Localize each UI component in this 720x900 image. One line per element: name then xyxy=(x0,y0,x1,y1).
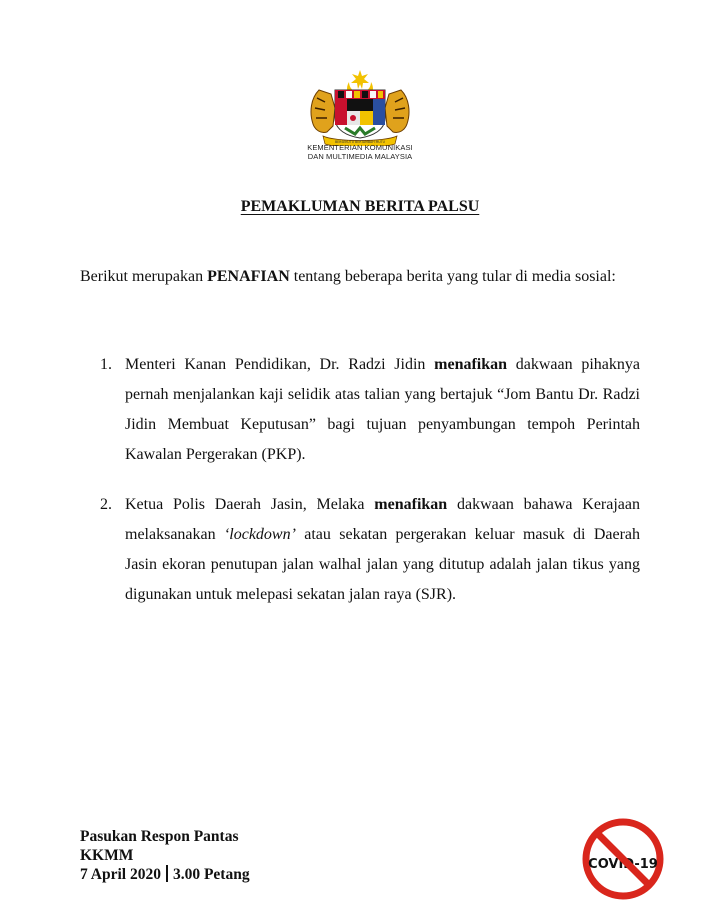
ministry-name-line2: DAN MULTIMEDIA MALAYSIA xyxy=(307,152,413,161)
ministry-name xyxy=(290,143,430,161)
date-time xyxy=(80,865,250,884)
denial-list xyxy=(80,350,640,610)
separator xyxy=(166,865,168,882)
no-covid-icon xyxy=(582,818,664,900)
item-text: Menteri Kanan Pendidikan, Dr. Radzi Jidin xyxy=(125,356,435,373)
ministry-name-line1: KEMENTERIAN KOMUNIKASI xyxy=(307,143,413,152)
list-item xyxy=(80,490,640,610)
signature-block xyxy=(80,827,250,884)
intro-text-1: Berikut merupakan xyxy=(80,268,208,285)
time: 3.00 Petang xyxy=(172,866,250,883)
item-text: atau sekatan pergerakan keluar masuk di Daerah Jasin ekoran penutupan jalan walhal jalan yang ditutup adalah jalan tikus yang digunakan untuk melepasi sekatan jalan raya (SJR). xyxy=(125,526,641,603)
coat-of-arms-logo xyxy=(305,68,415,146)
item-text: Ketua Polis Daerah Jasin, Melaka xyxy=(125,496,375,513)
list-item-number: 1. xyxy=(100,356,112,373)
intro-bold: PENAFIAN xyxy=(207,268,290,285)
item-bold: menafikan xyxy=(434,356,508,373)
item-text: dakwaan bahawa Kerajaan melaksanakan xyxy=(125,496,640,543)
list-item-number: 2. xyxy=(100,496,112,513)
item-bold: menafikan xyxy=(374,496,448,513)
document-title xyxy=(0,198,720,216)
item-text: dakwaan pihaknya pernah menjalankan kaji selidik atas talian yang bertajuk “Jom Bantu Dr. Radzi Jidin Membuat Keputusan” bagi tujuan penyambungan tempoh Perintah Kawalan Pergerakan (PKP). xyxy=(125,356,640,463)
list-item xyxy=(80,350,640,470)
svg-text:BERSEKUTU BERTAMBAH MUTU: BERSEKUTU BERTAMBAH MUTU xyxy=(334,140,386,144)
intro-paragraph xyxy=(80,262,640,292)
intro-text-2: tentang beberapa berita yang tular di media sosial: xyxy=(289,268,616,285)
item-italic: ‘lockdown’ xyxy=(223,526,296,543)
date: 7 April 2020 xyxy=(80,866,161,883)
badge-text: COVID-19 xyxy=(588,857,658,872)
team-name: Pasukan Respon Pantas xyxy=(80,828,239,845)
org-name: KKMM xyxy=(80,847,134,864)
document-title-text: PEMAKLUMAN BERITA PALSU xyxy=(240,198,480,215)
